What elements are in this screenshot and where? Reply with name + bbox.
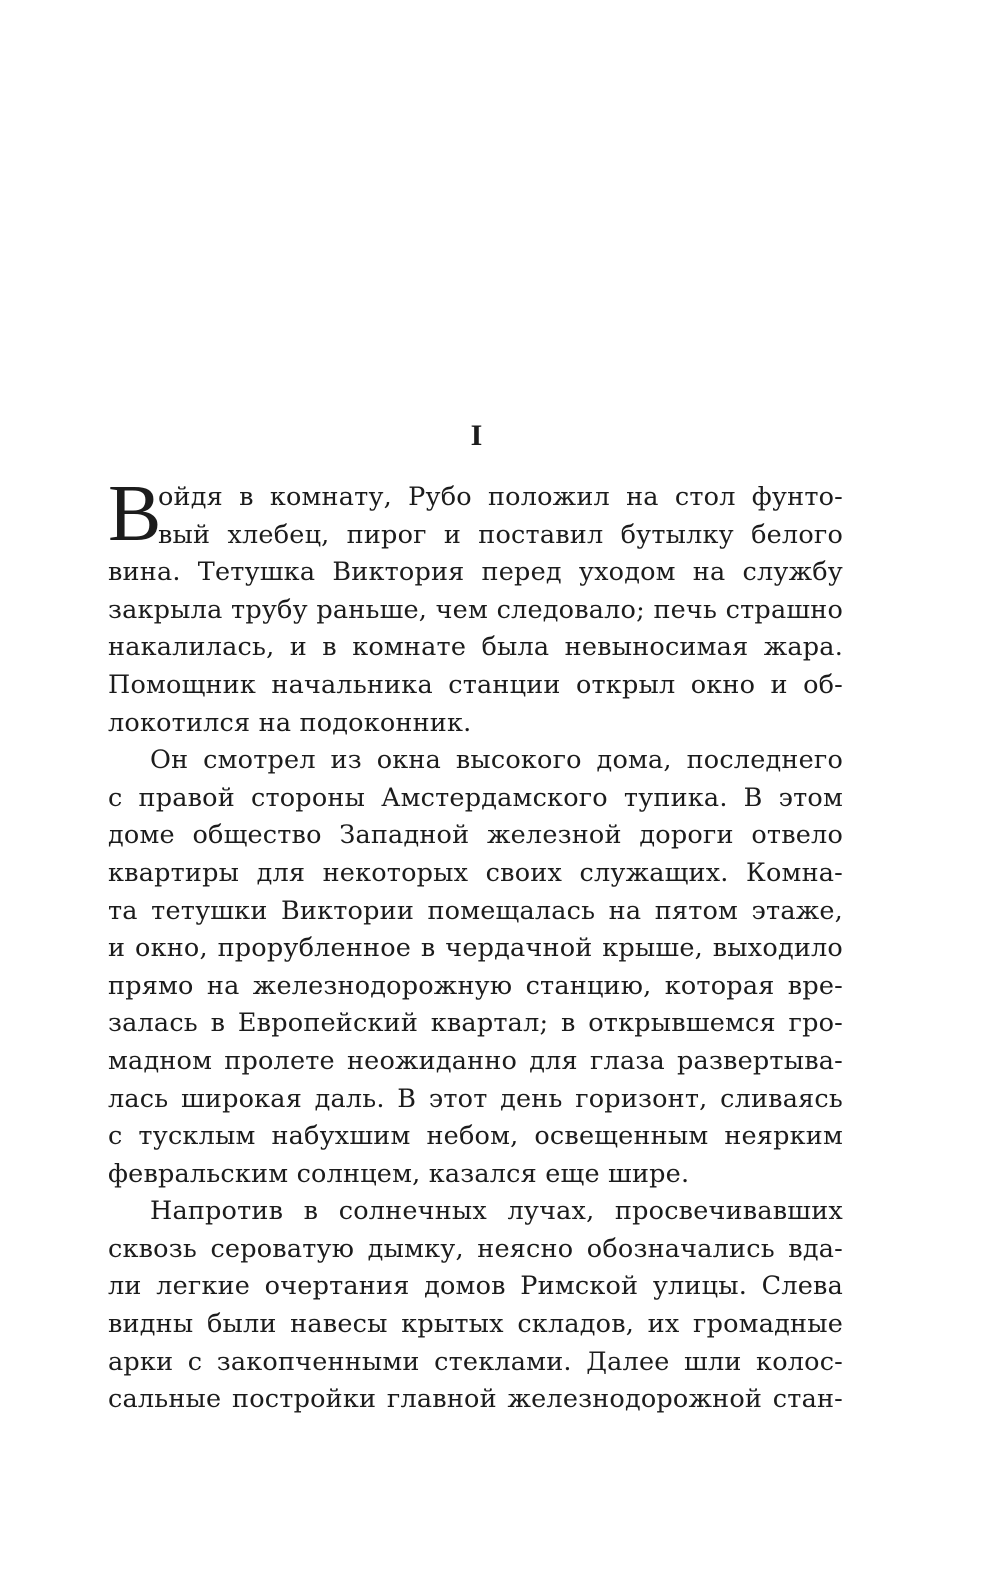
paragraph-2-line-1: Он смотрел из окна высокого дома, последнего (150, 745, 843, 776)
paragraph-3-line-4: видны были навесы крытых складов, их громадные (108, 1309, 843, 1340)
paragraph-3-line-1: Напротив в солнечных лучах, просвечивавших (150, 1196, 843, 1227)
drop-cap: В (108, 470, 162, 558)
paragraph-1-line-3: вина. Тетушка Виктория перед уходом на службу (108, 557, 843, 588)
paragraph-2-line-3: доме общество Западной железной дороги отвело (108, 820, 843, 851)
paragraph-2-line-2: с правой стороны Амстердамского тупика. В этом (108, 782, 843, 813)
body-text (108, 479, 843, 1419)
paragraph-1-line-5: накалилась, и в комнате была невыносимая жара. (108, 632, 843, 663)
paragraph-2-line-12: февральским солнцем, казался еще шире. (108, 1158, 690, 1189)
paragraph-3-line-3: ли легкие очертания домов Римской улицы. Слева (108, 1271, 843, 1302)
paragraph-1-line-7: локотился на подоконник. (108, 707, 472, 738)
paragraph-2-line-11: с тусклым набухшим небом, освещенным неярким (108, 1121, 843, 1152)
paragraph-2-line-4: квартиры для некоторых своих служащих. Комна- (108, 857, 843, 888)
paragraph-2-line-7: прямо на железнодорожную станцию, которая вре- (108, 970, 843, 1001)
paragraph-2-line-6: и окно, прорубленное в чердачной крыше, выходило (108, 933, 843, 964)
paragraph-2-line-8: залась в Европейский квартал; в открывшемся гро- (108, 1008, 843, 1039)
paragraph-1-line-6: Помощник начальника станции открыл окно и об- (108, 669, 843, 700)
paragraph-2-line-9: мадном пролете неожиданно для глаза развертыва- (108, 1045, 843, 1076)
paragraph-1-line-1: ойдя в комнату, Рубо положил на стол фунто- (158, 482, 843, 512)
paragraph-1-line-4: закрыла трубу раньше, чем следовало; печь страшно (108, 594, 843, 625)
paragraph-3-line-2: сквозь сероватую дымку, неясно обозначались вда- (108, 1233, 843, 1264)
paragraph-3-line-6: сальные постройки главной железнодорожной стан- (108, 1384, 843, 1415)
paragraph-3-line-5: арки с закопченными стеклами. Далее шли колос- (108, 1346, 843, 1377)
paragraph-2-line-10: лась широкая даль. В этот день горизонт, сливаясь (108, 1083, 843, 1114)
chapter-number: I (470, 419, 484, 452)
paragraph-2-line-5: та тетушки Виктории помещалась на пятом этаже, (108, 895, 843, 926)
paragraph-1-line-2: вый хлебец, пирог и поставил бутылку белого (158, 519, 843, 550)
